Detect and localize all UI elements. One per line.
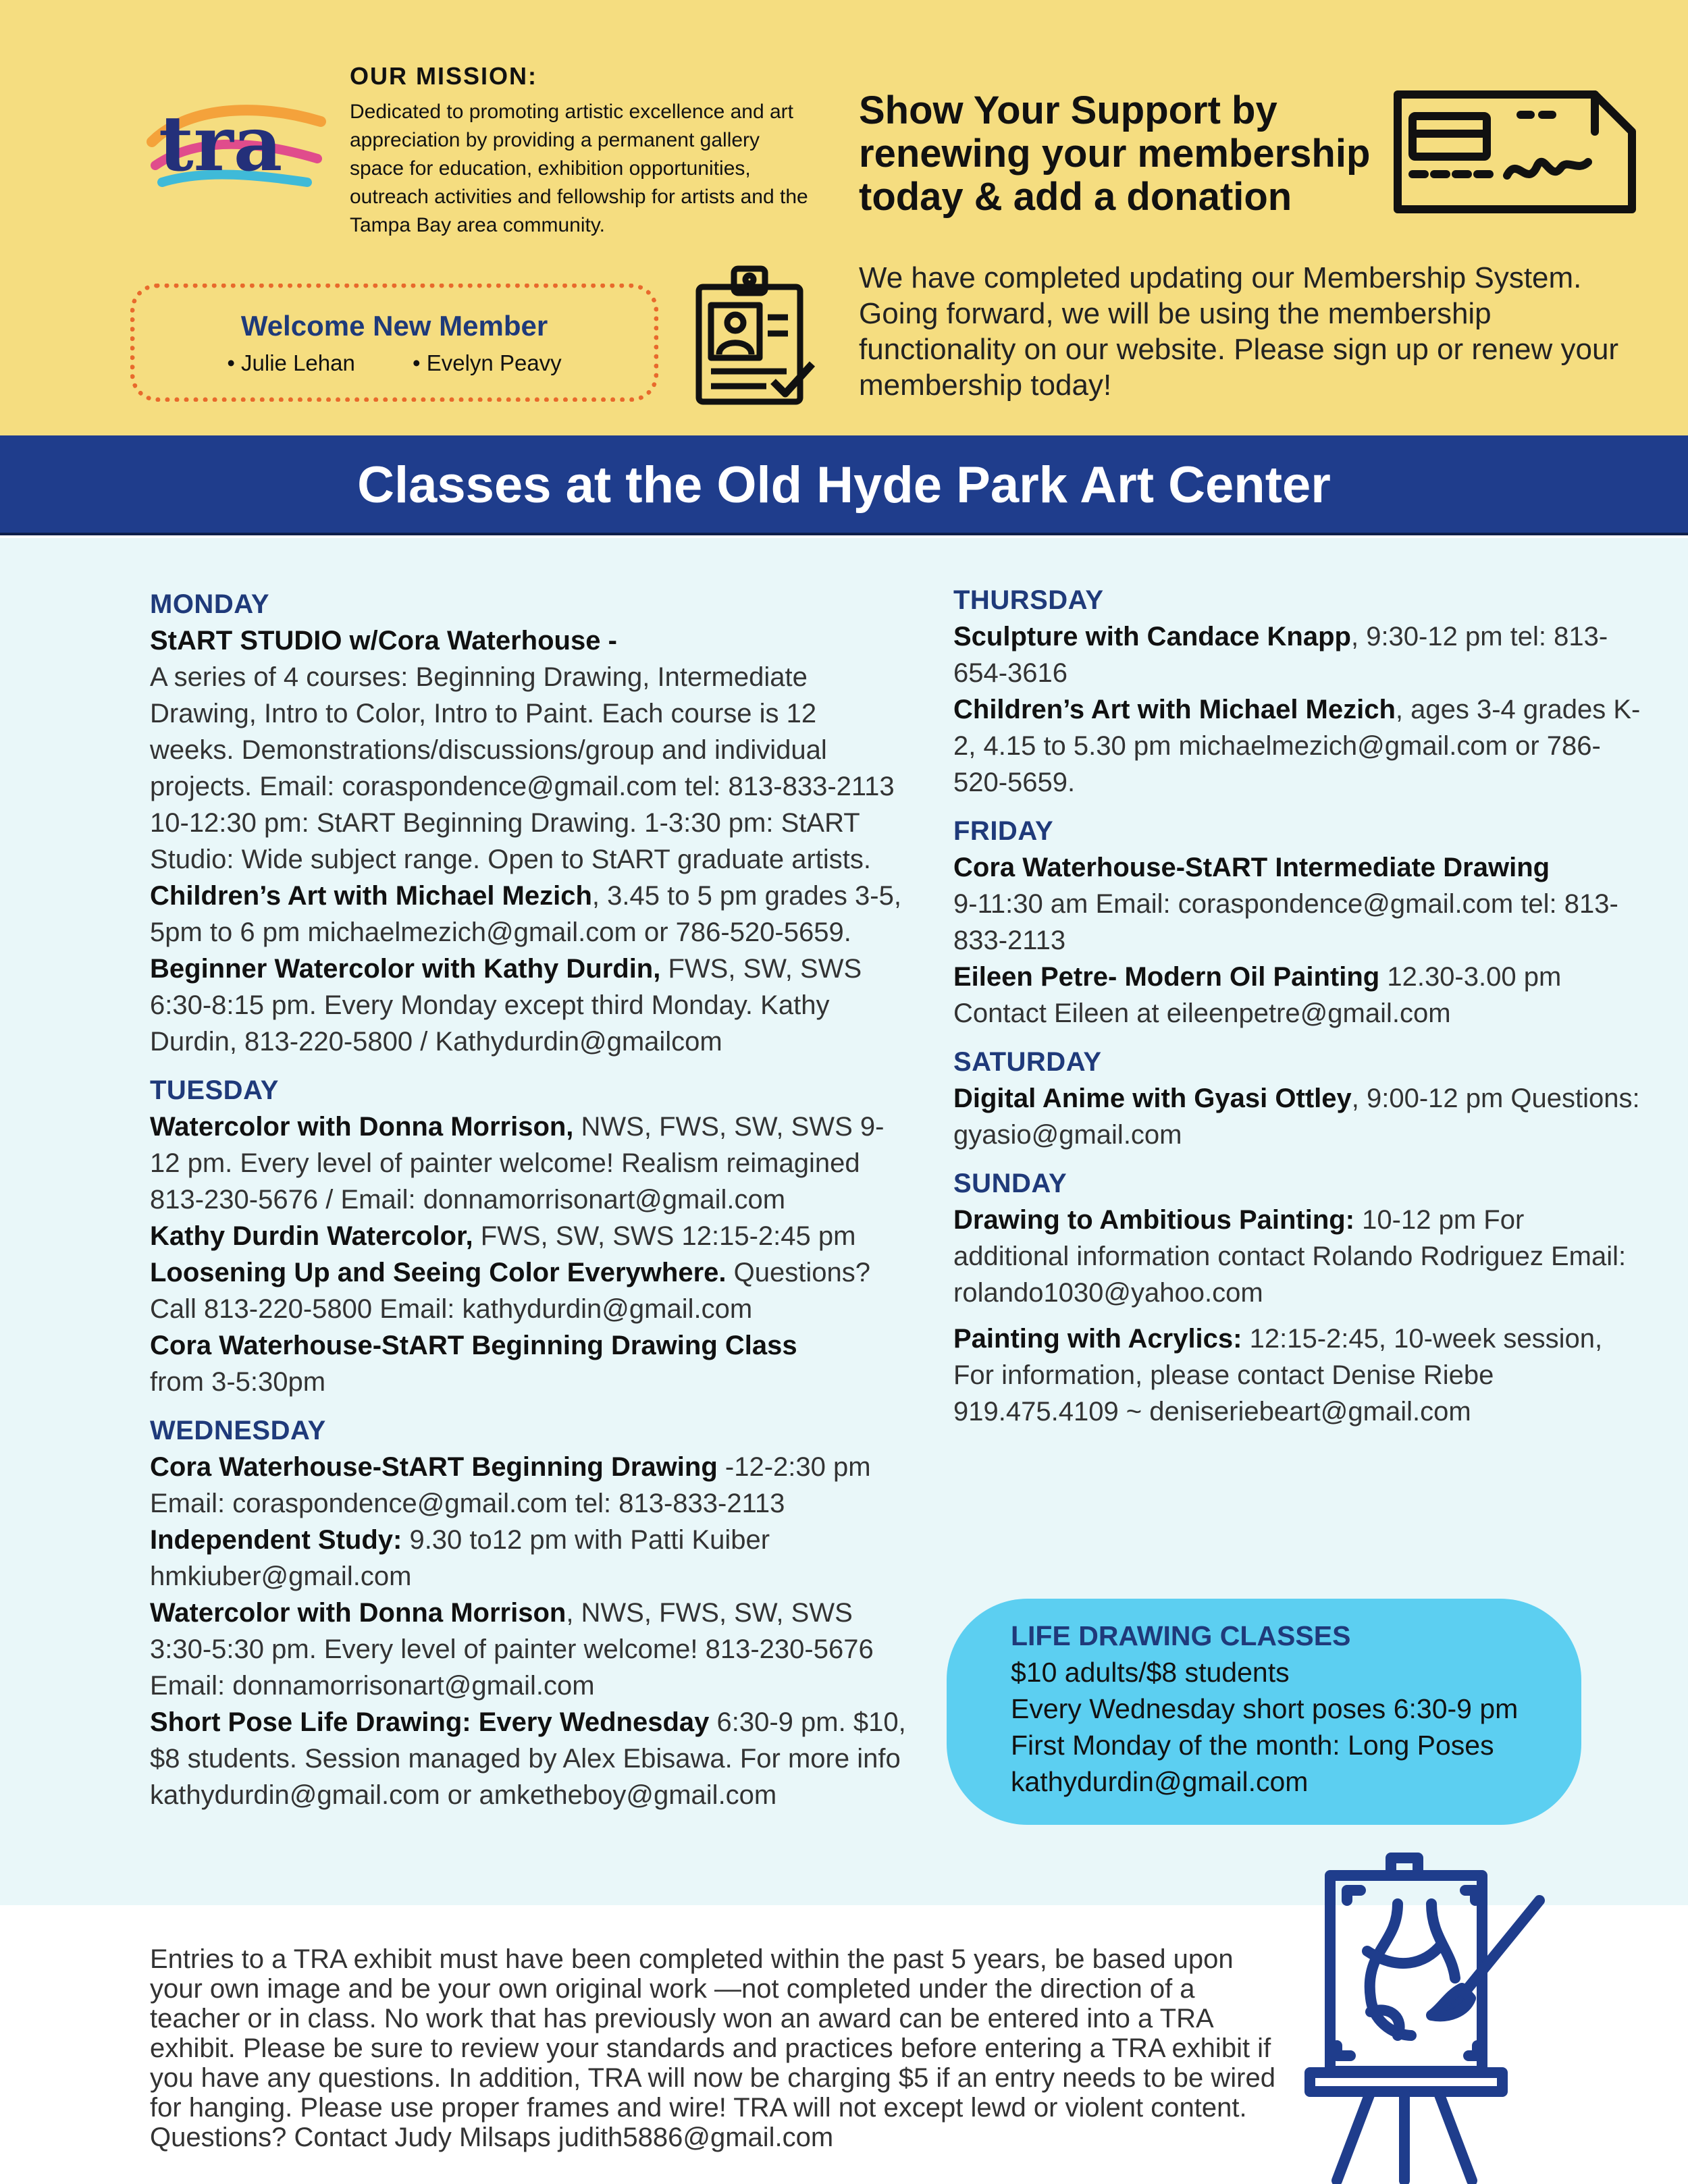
support-title: Show Your Support by renewing your membership today & add a donation bbox=[859, 88, 1371, 219]
class-details: 12:15-2:45, 10-week session, For information, please contact Denise Riebe 919.475.4109 ~ deniseriebeart@gmail.com bbox=[953, 1324, 1603, 1427]
class-title: Painting with Acrylics: bbox=[953, 1324, 1242, 1354]
day-heading-friday: FRIDAY bbox=[953, 816, 1054, 846]
class-details: , ages 3-4 grades K-2, 4.15 to 5.30 pm michaelmezich@gmail.com or 786-520-5659. bbox=[953, 695, 1641, 797]
welcome-title: Welcome New Member bbox=[240, 310, 548, 342]
class-details: 12.30-3.00 pm Contact Eileen at eileenpetre@gmail.com bbox=[953, 962, 1562, 1028]
classes-title: Classes at the Old Hyde Park Art Center bbox=[357, 456, 1331, 514]
welcome-box bbox=[130, 284, 658, 402]
check-icon bbox=[1392, 88, 1642, 223]
class-entry bbox=[953, 849, 1642, 959]
support-text: We have completed updating our Membership System. Going forward, we will be using the membership functionality on our website. Please sign up or renew your membership today! bbox=[859, 261, 1619, 402]
day-heading-saturday: SATURDAY bbox=[953, 1047, 1102, 1077]
schedule-right-column bbox=[953, 582, 1642, 1430]
day-heading-sunday: SUNDAY bbox=[953, 1169, 1067, 1198]
class-title: Watercolor with Donna Morrison, bbox=[150, 1112, 574, 1142]
life-drawing-wednesday: Every Wednesday short poses 6:30-9 pm bbox=[1011, 1693, 1519, 1724]
class-title: StART STUDIO w/Cora Waterhouse - bbox=[150, 626, 617, 656]
svg-text:tra: tra bbox=[159, 100, 283, 188]
class-title: Cora Waterhouse-StART Beginning Drawing bbox=[150, 1452, 718, 1482]
class-title: Beginner Watercolor with Kathy Durdin, bbox=[150, 954, 661, 984]
life-drawing-content bbox=[1011, 1618, 1518, 1800]
class-entry bbox=[150, 622, 906, 878]
exhibit-rules-text: Entries to a TRA exhibit must have been completed within the past 5 years, be based upon your own image and be your own original work —not completed under the direction of a teacher or in class. No work that has previously won an award can be entered into a TRA exhibit. Please be sure to review your standards and practices before entering a TRA exhibit if you have any questions. In addition, TRA will now be charging $5 if an entry needs to be wired for hanging. Please use proper frames and wire! TRA will not except lewd or violent content. Questions? Contact Judy Milsaps judith5886@gmail.com bbox=[150, 1944, 1275, 2152]
class-details: , 9:30-12 pm tel: 813-654-3616 bbox=[953, 622, 1608, 688]
class-entry bbox=[150, 1218, 906, 1254]
schedule-left-column bbox=[150, 586, 906, 1813]
class-title: Children’s Art with Michael Mezich bbox=[150, 881, 592, 911]
class-details: 9-11:30 am Email: coraspondence@gmail.com tel: 813-833-2113 bbox=[953, 889, 1618, 955]
class-details: Questions? Call 813-220-5800 Email: kathydurdin@gmail.com bbox=[150, 1258, 870, 1324]
welcome-members bbox=[135, 350, 654, 376]
class-entry bbox=[150, 1704, 906, 1813]
class-details: NWS, FWS, SW, SWS 9-12 pm. Every level of painter welcome! Realism reimagined 813-230-5676 / Email: donnamorrisonart@gmail.com bbox=[150, 1112, 885, 1215]
class-details: FWS, SW, SWS 12:15-2:45 pm bbox=[473, 1221, 856, 1251]
life-drawing-box bbox=[947, 1599, 1581, 1825]
class-title: Sculpture with Candace Knapp bbox=[953, 622, 1351, 651]
class-entry bbox=[150, 1109, 906, 1218]
life-drawing-monday: First Monday of the month: Long Poses bbox=[1011, 1730, 1494, 1761]
class-entry bbox=[150, 1595, 906, 1704]
spacer bbox=[953, 1311, 1642, 1321]
class-details: 9.30 to12 pm with Patti Kuiber hmkiuber@gmail.com bbox=[150, 1525, 770, 1591]
class-entry bbox=[150, 1449, 906, 1522]
class-entry bbox=[150, 951, 906, 1060]
day-heading-wednesday: WEDNESDAY bbox=[150, 1416, 326, 1445]
mission-title: OUR MISSION: bbox=[350, 62, 538, 90]
class-entry bbox=[150, 1522, 906, 1595]
day-heading-thursday: THURSDAY bbox=[953, 585, 1104, 615]
class-entry bbox=[150, 1327, 906, 1400]
day-heading-tuesday: TUESDAY bbox=[150, 1075, 279, 1105]
class-details: A series of 4 courses: Beginning Drawing, Intermediate Drawing, Intro to Color, Intro to Paint. Each course is 12 weeks. Demonstrations/discussions/group and individual projects. Email: coraspondence@gmail.com tel: 813-833-2113 10-12:30 pm: StART Beginning Drawing. 1-3:30 pm: StART Studio: Wide subject range. Open to StART graduate artists. bbox=[150, 662, 895, 874]
tra-logo bbox=[145, 95, 327, 196]
class-title: Short Pose Life Drawing: Every Wednesday bbox=[150, 1707, 710, 1737]
class-details: 6:30-9 pm. $10, $8 students. Session managed by Alex Ebisawa. For more info kathydurdin@gmail.com or amketheboy@gmail.com bbox=[150, 1707, 906, 1810]
new-member: • Evelyn Peavy bbox=[413, 350, 562, 375]
life-drawing-email: kathydurdin@gmail.com bbox=[1011, 1766, 1309, 1797]
membership-badge-icon bbox=[692, 263, 820, 408]
life-drawing-title: LIFE DRAWING CLASSES bbox=[1011, 1620, 1351, 1651]
class-entry bbox=[953, 1202, 1642, 1311]
day-heading-monday: MONDAY bbox=[150, 589, 270, 619]
class-details: , NWS, FWS, SW, SWS 3:30-5:30 pm. Every level of painter welcome! 813-230-5676 Email: donnamorrisonart@gmail.com bbox=[150, 1598, 874, 1701]
class-entry bbox=[953, 959, 1642, 1032]
class-entry bbox=[150, 878, 906, 951]
life-drawing-price: $10 adults/$8 students bbox=[1011, 1657, 1290, 1688]
class-title: Drawing to Ambitious Painting: bbox=[953, 1205, 1355, 1235]
class-details: 10-12 pm For additional information contact Rolando Rodriguez Email: rolando1030@yahoo.com bbox=[953, 1205, 1627, 1308]
class-entry bbox=[953, 1321, 1642, 1430]
class-title: Digital Anime with Gyasi Ottley bbox=[953, 1084, 1352, 1113]
class-entry bbox=[953, 1080, 1642, 1153]
class-title: Children’s Art with Michael Mezich bbox=[953, 695, 1396, 724]
classes-banner bbox=[0, 435, 1688, 535]
class-entry bbox=[953, 691, 1642, 801]
class-title: Independent Study: bbox=[150, 1525, 402, 1555]
class-details: FWS, SW, SWS 6:30-8:15 pm. Every Monday except third Monday. Kathy Durdin, 813-220-5800 / Kathydurdin@gmailcom bbox=[150, 954, 862, 1057]
new-member: • Julie Lehan bbox=[227, 350, 355, 375]
class-details: , 9:00-12 pm Questions: gyasio@gmail.com bbox=[953, 1084, 1640, 1150]
class-entry bbox=[150, 1254, 906, 1327]
class-details: from 3-5:30pm bbox=[150, 1367, 326, 1397]
class-details: , 3.45 to 5 pm grades 3-5, 5pm to 6 pm michaelmezich@gmail.com or 786-520-5659. bbox=[150, 881, 901, 947]
class-title: Cora Waterhouse-StART Intermediate Drawing bbox=[953, 853, 1550, 882]
class-entry bbox=[953, 618, 1642, 691]
class-details: -12-2:30 pm Email: coraspondence@gmail.com tel: 813-833-2113 bbox=[150, 1452, 871, 1518]
class-title: Loosening Up and Seeing Color Everywhere. bbox=[150, 1258, 727, 1287]
class-title: Cora Waterhouse-StART Beginning Drawing Class bbox=[150, 1331, 797, 1360]
class-title: Eileen Petre- Modern Oil Painting bbox=[953, 962, 1380, 992]
easel-icon bbox=[1296, 1850, 1593, 2184]
class-title: Kathy Durdin Watercolor, bbox=[150, 1221, 473, 1251]
mission-text: Dedicated to promoting artistic excellence and art appreciation by providing a permanent gallery space for education, exhibition opportunities, outreach activities and fellowship for artists and the Tampa Bay area community. bbox=[350, 101, 808, 236]
class-title: Watercolor with Donna Morrison bbox=[150, 1598, 566, 1628]
